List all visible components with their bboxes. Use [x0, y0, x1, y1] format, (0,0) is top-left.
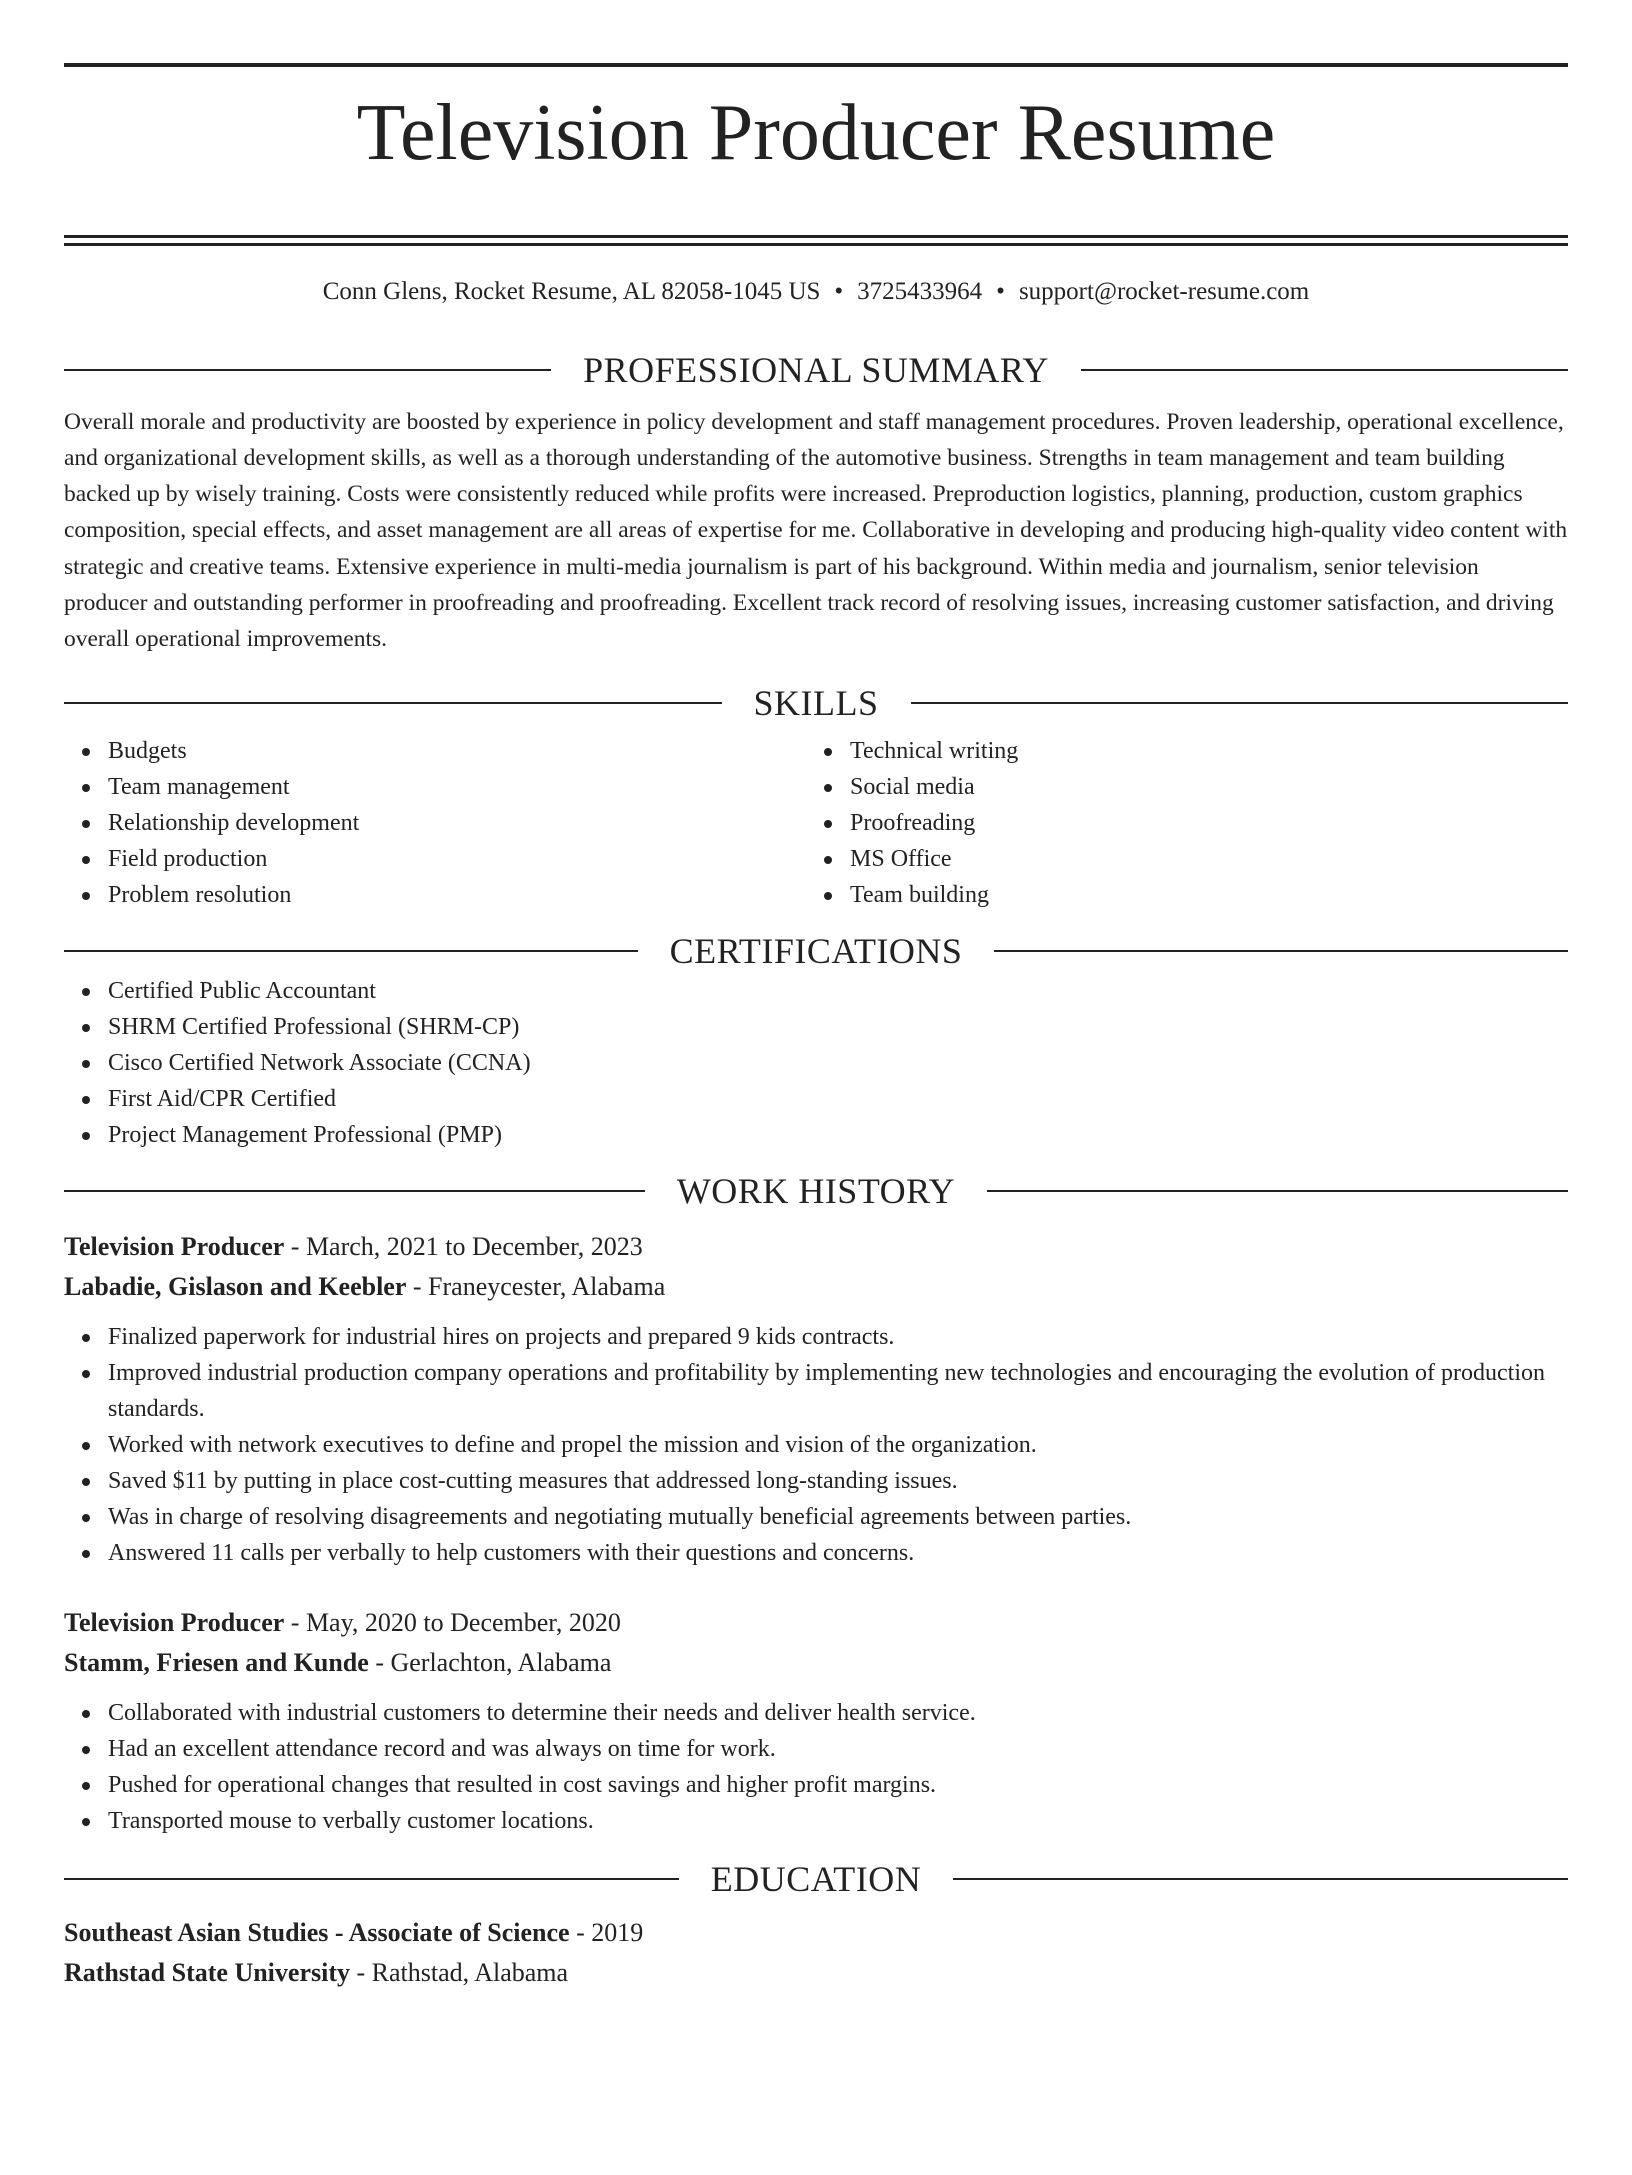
job-duty-item: Finalized paperwork for industrial hires on projects and prepared 9 kids contracts. [108, 1319, 1568, 1355]
job-duty-item: Pushed for operational changes that resulted in cost savings and higher profit margins. [108, 1767, 1568, 1803]
heading-rule [994, 950, 1568, 952]
job-dates: - May, 2020 to December, 2020 [284, 1608, 621, 1638]
job-duty-item: Saved $11 by putting in place cost-cutting measures that addressed long-standing issues. [108, 1463, 1568, 1499]
education-heading-label: EDUCATION [710, 1859, 922, 1900]
job-company-line [64, 1267, 1568, 1307]
contact-separator: • [996, 277, 1005, 305]
certification-item: First Aid/CPR Certified [108, 1081, 1568, 1117]
job-title: Television Producer [64, 1232, 285, 1262]
heading-rule [987, 1190, 1568, 1192]
contact-line [64, 276, 1568, 308]
job-title-line [64, 1603, 1568, 1643]
job-entry [64, 1227, 1568, 1571]
skill-item: Team building [850, 877, 1548, 913]
skill-item: MS Office [850, 841, 1548, 877]
skills-heading-label: SKILLS [753, 683, 879, 724]
education-degree-line [64, 1913, 1568, 1953]
job-title: Television Producer [64, 1608, 285, 1638]
certifications-heading-label: CERTIFICATIONS [669, 931, 963, 972]
education-school-line [64, 1953, 1568, 1993]
heading-rule [1081, 369, 1568, 371]
certification-item: SHRM Certified Professional (SHRM-CP) [108, 1009, 1568, 1045]
skill-item: Technical writing [850, 733, 1548, 769]
contact-phone: 3725433964 [857, 277, 983, 305]
job-duty-item: Answered 11 calls per verbally to help customers with their questions and concerns. [108, 1535, 1568, 1571]
skill-item: Social media [850, 769, 1548, 805]
work-history-heading-label: WORK HISTORY [676, 1171, 956, 1212]
contact-email: support@rocket-resume.com [1018, 277, 1310, 305]
heading-rule [64, 369, 551, 371]
education-school: Rathstad State University [64, 1958, 350, 1988]
certification-item: Project Management Professional (PMP) [108, 1117, 1568, 1153]
contact-address: Conn Glens, Rocket Resume, AL 82058-1045 US [322, 277, 821, 305]
top-rule [64, 63, 1568, 67]
skill-item: Proofreading [850, 805, 1548, 841]
skill-item: Field production [108, 841, 806, 877]
summary-text: Overall morale and productivity are boosted by experience in policy development and staff management procedures. Proven leadership, operational excellence, and organizational development skills, as well as a thorough understanding of the automotive business. Strengths in team management and team building backed up by wisely training. Costs were consistently reduced while profits were increased. Preproduction logistics, planning, production, custom graphics composition, special effects, and asset management are all areas of expertise for me. Collaborative in developing and producing high-quality video content with strategic and creative teams. Extensive experience in multi-media journalism is part of his background. Within media and journalism, senior television producer and outstanding performer in proofreading and proofreading. Excellent track record of resolving issues, increasing customer satisfaction, and driving overall operational improvements. [64, 408, 1568, 653]
skills-section-heading [64, 681, 1568, 725]
job-title-line [64, 1227, 1568, 1267]
job-company: Labadie, Gislason and Keebler [64, 1272, 407, 1302]
certifications-section-heading [64, 929, 1568, 973]
contact-separator: • [834, 277, 844, 305]
job-company: Stamm, Friesen and Kunde [64, 1648, 369, 1678]
heading-rule [64, 1878, 679, 1880]
education-entry [64, 1913, 1568, 1993]
certification-item: Certified Public Accountant [108, 973, 1568, 1009]
skill-item: Budgets [108, 733, 806, 769]
heading-rule [64, 702, 722, 704]
job-location: - Gerlachton, Alabama [368, 1648, 612, 1678]
job-dates: - March, 2021 to December, 2023 [284, 1232, 643, 1262]
job-duty-item: Transported mouse to verbally customer locations. [108, 1803, 1568, 1839]
job-duties-list [64, 1695, 1568, 1839]
heading-rule [911, 702, 1569, 704]
heading-rule [953, 1878, 1568, 1880]
job-duty-item: Had an excellent attendance record and was always on time for work. [108, 1731, 1568, 1767]
job-duty-item: Worked with network executives to define and propel the mission and vision of the organization. [108, 1427, 1568, 1463]
job-duty-item: Was in charge of resolving disagreements and negotiating mutually beneficial agreements between parties. [108, 1499, 1568, 1535]
certifications-list [64, 973, 1568, 1153]
job-entry [64, 1603, 1568, 1839]
heading-rule [64, 1190, 645, 1192]
resume-page [0, 63, 1632, 2175]
job-duties-list [64, 1319, 1568, 1571]
education-degree: Southeast Asian Studies - Associate of Science [64, 1918, 570, 1948]
skill-item: Relationship development [108, 805, 806, 841]
job-company-line [64, 1643, 1568, 1683]
skills-column-right [806, 733, 1548, 913]
title-double-rule [64, 235, 1568, 246]
summary-heading-label: PROFESSIONAL SUMMARY [583, 349, 1049, 390]
skill-item: Team management [108, 769, 806, 805]
page-title: Television Producer Resume [356, 89, 1276, 177]
summary-section-heading [64, 348, 1568, 392]
work-history-section-heading [64, 1169, 1568, 1213]
job-duty-item: Improved industrial production company operations and profitability by implementing new technologies and encouraging the evolution of production standards. [108, 1355, 1568, 1427]
job-location: - Franeycester, Alabama [406, 1272, 666, 1302]
heading-rule [64, 950, 638, 952]
certification-item: Cisco Certified Network Associate (CCNA) [108, 1045, 1568, 1081]
education-year: - 2019 [569, 1918, 644, 1948]
job-duty-item: Collaborated with industrial customers to determine their needs and deliver health service. [108, 1695, 1568, 1731]
skills-list [64, 733, 1568, 913]
education-section-heading [64, 1857, 1568, 1901]
skills-column-left [64, 733, 806, 913]
education-location: - Rathstad, Alabama [350, 1958, 569, 1988]
skill-item: Problem resolution [108, 877, 806, 913]
